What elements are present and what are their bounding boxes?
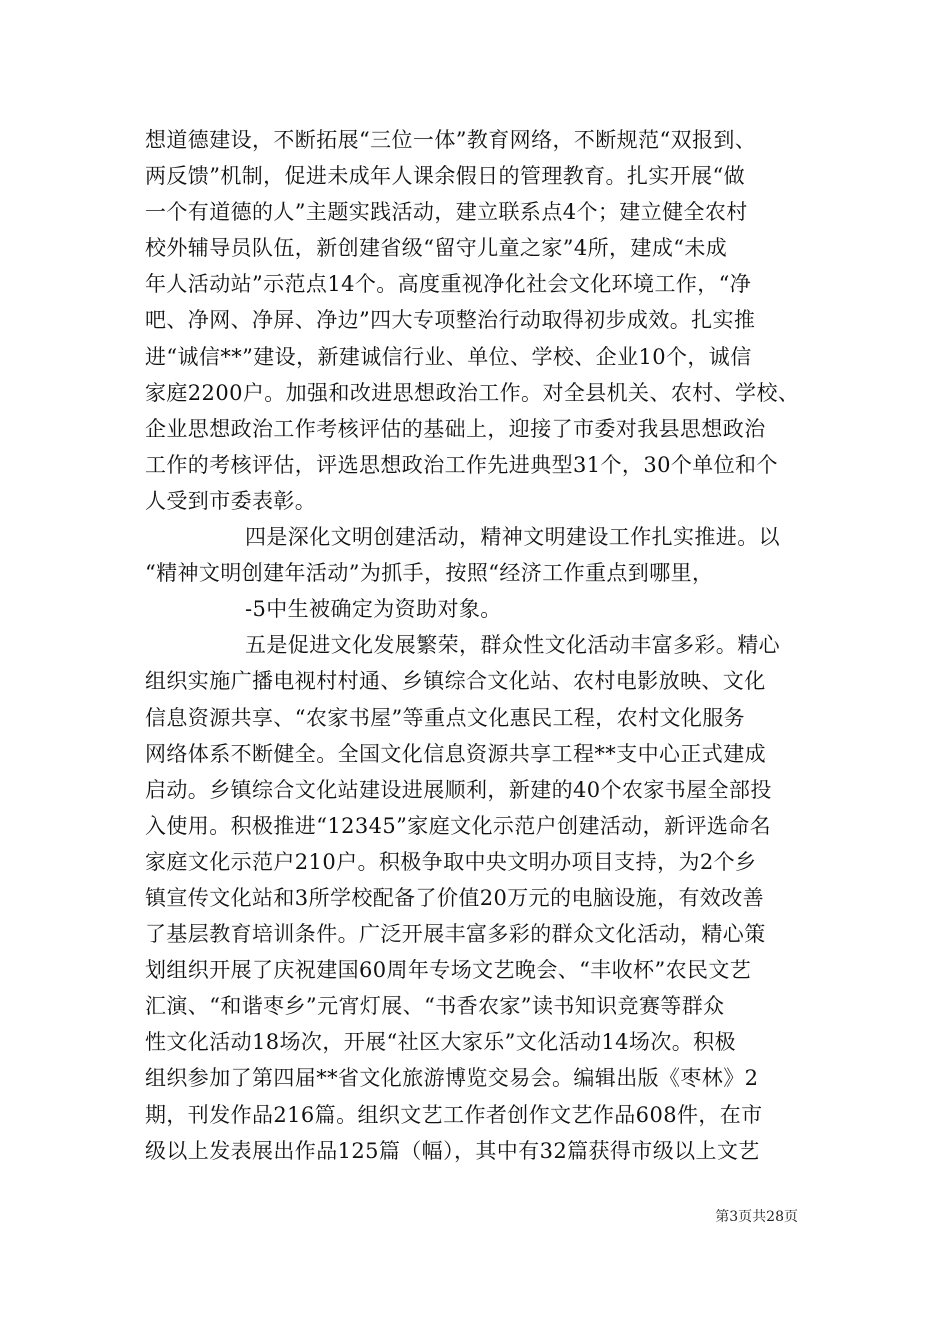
text-line: 想道德建设，不断拓展“三位一体”教育网络，不断规范“双报到、 bbox=[145, 128, 757, 152]
paragraph-start-line: 五是促进文化发展繁荣，群众性文化活动丰富多彩。精心 bbox=[245, 633, 780, 658]
body-text bbox=[145, 122, 815, 1169]
text-line: 汇演、“和谐枣乡”元宵灯展、“书香农家”读书知识竞赛等群众 bbox=[145, 994, 725, 1019]
text-line: 期，刊发作品216篇。组织文艺工作者创作文艺作品608件，在市 bbox=[145, 1102, 763, 1127]
text-line: 入使用。积极推进“12345”家庭文化示范户创建活动，新评选命名 bbox=[145, 813, 772, 838]
paragraph-start-line: -5中生被确定为资助对象。 bbox=[245, 597, 502, 622]
text-line: 吧、净网、净屏、净边”四大专项整治行动取得初步成效。扎实推 bbox=[145, 308, 756, 333]
text-line: 校外辅导员队伍，新创建省级“留守儿童之家”4所，建成“未成 bbox=[145, 236, 728, 261]
text-line: 级以上发表展出作品125篇（幅），其中有32篇获得市级以上文艺 bbox=[145, 1138, 760, 1163]
text-line: 性文化活动18场次，开展“社区大家乐”文化活动14场次。积极 bbox=[145, 1030, 736, 1055]
text-line: 年人活动站”示范点14个。高度重视净化社会文化环境工作，“净 bbox=[145, 272, 752, 297]
text-line: 镇宣传文化站和3所学校配备了价值20万元的电脑设施，有效改善 bbox=[145, 885, 765, 910]
text-line: 信息资源共享、“农家书屋”等重点文化惠民工程，农村文化服务 bbox=[145, 705, 746, 730]
text-line: 家庭文化示范户210户。积极争取中央文明办项目支持，为2个乡 bbox=[145, 849, 757, 874]
text-line: 组织参加了第四届**省文化旅游博览交易会。编辑出版《枣林》2 bbox=[145, 1066, 759, 1091]
text-line: 企业思想政治工作考核评估的基础上，迎接了市委对我县思想政治 bbox=[145, 416, 766, 441]
text-line: 两反馈”机制，促进未成年人课余假日的管理教育。扎实开展“做 bbox=[145, 164, 746, 189]
paragraph-start-line: 四是深化文明创建活动，精神文明建设工作扎实推进。以 bbox=[245, 525, 780, 550]
text-line: 工作的考核评估，评选思想政治工作先进典型31个，30个单位和个 bbox=[145, 452, 778, 477]
text-line: “精神文明创建年活动”为抓手，按照“经济工作重点到哪里， bbox=[145, 561, 714, 586]
text-line: 组织实施广播电视村村通、乡镇综合文化站、农村电影放映、文化 bbox=[145, 669, 766, 694]
text-line: 划组织开展了庆祝建国60周年专场文艺晚会、“丰收杯”农民文艺 bbox=[145, 958, 752, 983]
text-line: 家庭2200户。加强和改进思想政治工作。对全县机关、农村、学校、 bbox=[145, 380, 800, 405]
text-line: 了基层教育培训条件。广泛开展丰富多彩的群众文化活动，精心策 bbox=[145, 922, 766, 947]
text-line: 一个有道德的人”主题实践活动，建立联系点4个；建立健全农村 bbox=[145, 200, 748, 225]
text-line: 进“诚信**”建设，新建诚信行业、单位、学校、企业10个，诚信 bbox=[145, 344, 752, 369]
page-number: 第3页共28页 bbox=[715, 1209, 798, 1225]
text-line: 启动。乡镇综合文化站建设进展顺利，新建的40个农家书屋全部投 bbox=[145, 777, 772, 802]
text-line: 网络体系不断健全。全国文化信息资源共享工程**支中心正式建成 bbox=[145, 741, 766, 766]
text-line: 人受到市委表彰。 bbox=[145, 488, 317, 513]
